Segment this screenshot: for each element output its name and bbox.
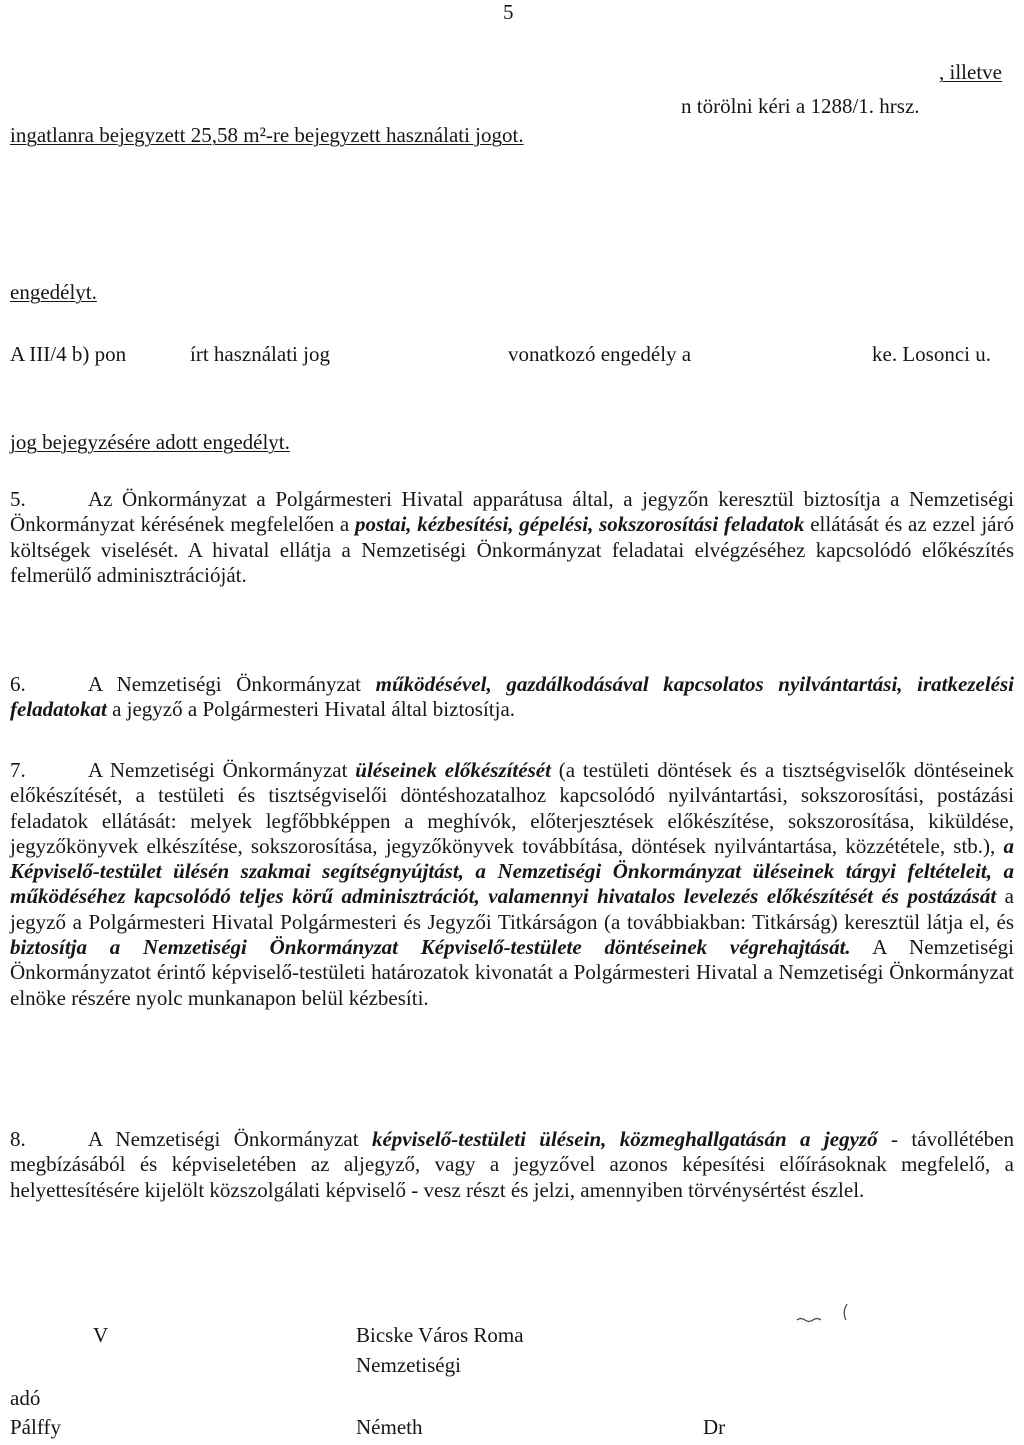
paragraph-8-text: A Nemzetiségi Önkormányzat	[88, 1127, 372, 1151]
fragment-ingatlan: ingatlanra bejegyzett 25,58 m²-re bejegyzett használati jogot.	[10, 123, 524, 147]
signature-left-top: V	[93, 1323, 109, 1347]
paragraph-7-text-3: a jegyző a Polgármesteri Hivatal Polgármesteri és Jegyzői Titkárságon (a továbbiakban: Titkárság) keresztül látja el, és	[10, 884, 1014, 934]
paragraph-8-text-end: - távollétében megbízásából és képviseletében az aljegyző, vagy a jegyzővel azonos képesítési előírásoknak megfelelő, a helyettesítésére kijelölt közszolgálati képviselő - vesz részt és jelzi, amennyiben törvénysértést észlel.	[10, 1127, 1014, 1202]
signature-center-line2: Nemzetiségi	[356, 1353, 461, 1377]
fragment-engedely: engedélyt.	[10, 280, 97, 304]
paragraph-7-emphasis-2: a Képviselő-testület ülésén szakmai segítségnyújtást, a Nemzetiségi Önkormányzat üléseinek tárgyi feltételeit, a működéséhez kapcsolódó teljes körű adminisztrációt, valamennyi hivatalos levelezés előkészítését és postázását	[10, 833, 1014, 909]
page-number: 5	[503, 0, 514, 24]
fragment-iii4-c: vonatkozó engedély a	[508, 342, 692, 366]
paragraph-5-text: Az Önkormányzat a Polgármesteri Hivatal apparátusa által, a jegyzőn keresztül biztosítja a Nemzetiségi Önkormányzat kérésének megfelelően a	[10, 487, 1014, 537]
paragraph-5-number: 5.	[10, 487, 26, 511]
paragraph-6	[10, 672, 1014, 723]
paragraph-5-emphasis: postai, kézbesítési, gépelési, sokszorosítási feladatok	[354, 512, 805, 537]
paragraph-6-text: A Nemzetiségi Önkormányzat	[88, 672, 376, 696]
paragraph-7-number: 7.	[10, 758, 26, 782]
fragment-illetve: , illetve	[939, 60, 1002, 84]
fragment-iii4-a: A III/4 b) pon	[10, 342, 127, 366]
paragraph-8-emphasis: képviselő-testületi ülésein, közmeghallgatásán a jegyző	[371, 1127, 878, 1151]
paragraph-5	[10, 487, 1014, 588]
paragraph-8-number: 8.	[10, 1127, 26, 1151]
paragraph-6-text-end: a jegyző a Polgármesteri Hivatal által biztosítja.	[106, 697, 516, 722]
scribble-mark	[795, 1300, 855, 1333]
paragraph-6-emphasis: működésével, gazdálkodásával kapcsolatos nyilvántartási, iratkezelési feladatokat	[10, 672, 1014, 722]
paragraph-7-emphasis-3: biztosítja a Nemzetiségi Önkormányzat Képviselő-testülete döntéseinek végrehajtását.	[10, 935, 851, 960]
paragraph-7	[10, 758, 1014, 1011]
fragment-jog: jog bejegyzésére adott engedélyt.	[10, 430, 290, 454]
paragraph-6-number: 6.	[10, 672, 26, 696]
paragraph-5-text-end: ellátását és az ezzel járó költségek viselését. A hivatal ellátja a Nemzetiségi Önkormányzat feladatai elvégzéséhez kapcsolódó előkészítés felmerülő adminisztrációját.	[10, 512, 1014, 587]
paragraph-7-text-2: (a testületi döntések és a tisztségviselők döntéseinek előkészítését, a testületi és tisztségviselői döntéshozatalhoz kapcsolódó nyilvántartási, sokszorosítási, postázási feladatok ellátását: melyek legfőbbképpen a meghívók, előterjesztések előkészítése, sokszorosítása, kiküldése, jegyzőkönyvek elkészítése, sokszorosítása, jegyzőkönyvek továbbítása, döntések nyilvántartása, közzététele, stb.),	[10, 758, 1014, 858]
paragraph-8	[10, 1127, 1014, 1203]
signature-left-name: Pálffy	[10, 1415, 61, 1439]
paragraph-7-text: A Nemzetiségi Önkormányzat	[88, 758, 356, 782]
paragraph-7-text-4: A Nemzetiségi Önkormányzatot érintő képviselő-testületi határozatok kivonatát a Polgármesteri Hivatal a Nemzetiségi Önkormányzat elnöke részére nyolc munkanapon belül kézbesíti.	[10, 935, 1014, 1010]
fragment-torolni: n törölni kéri a 1288/1. hrsz.	[681, 94, 920, 118]
fragment-iii4-b: írt használati jog	[190, 342, 330, 366]
signature-center-name: Németh	[356, 1415, 423, 1439]
signature-center-line1: Bicske Város Roma	[356, 1323, 524, 1347]
signature-right-name: Dr	[703, 1415, 726, 1439]
paragraph-7-emphasis: üléseinek előkészítését	[355, 758, 551, 782]
signature-left-mid: adó	[10, 1386, 41, 1410]
fragment-iii4-d: ke. Losonci u.	[872, 342, 991, 366]
